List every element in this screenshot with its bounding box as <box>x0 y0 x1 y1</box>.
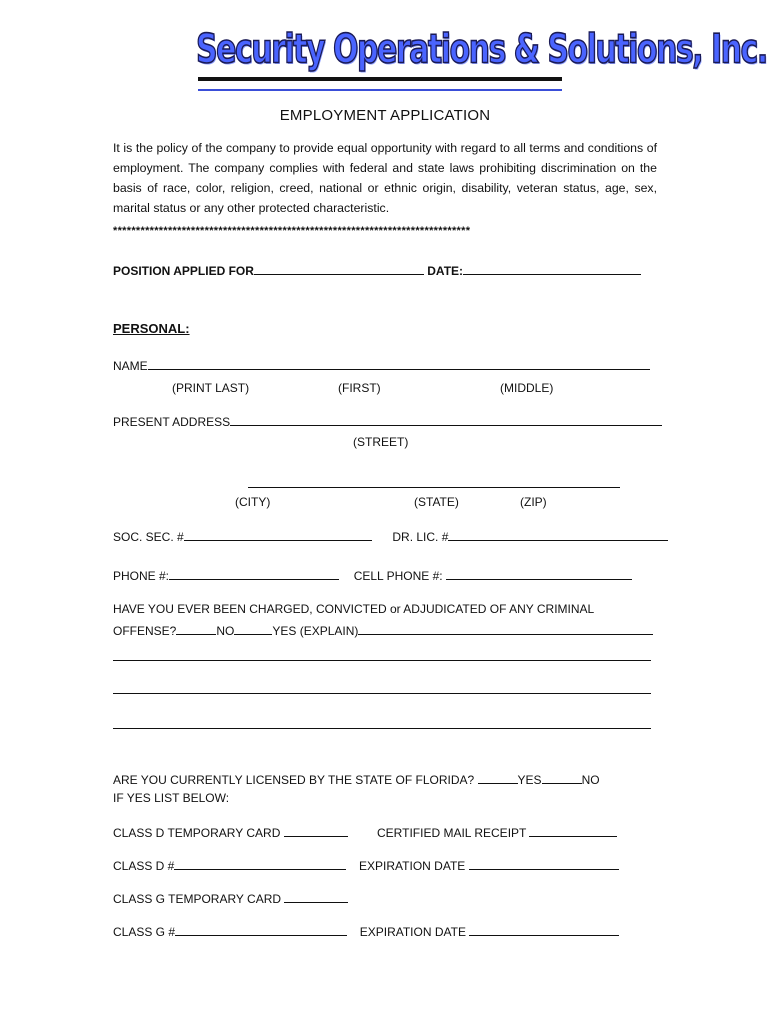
separator-line: ****************************************************************************** <box>113 225 471 237</box>
class-d-num-row <box>113 857 619 873</box>
caption-street: (STREET) <box>353 435 409 449</box>
class-g-temp-row <box>113 890 348 906</box>
date-label: DATE: <box>427 264 464 278</box>
license-no-field[interactable] <box>542 771 582 784</box>
license-no-label: NO <box>581 773 600 787</box>
logo-underline-blue <box>198 89 562 91</box>
drlic-label: DR. LIC. # <box>392 530 449 544</box>
caption-print-last: (PRINT LAST) <box>172 381 250 395</box>
ssn-row <box>113 528 668 544</box>
logo-underline-black <box>198 77 562 81</box>
license-yes-label: YES <box>517 773 542 787</box>
address-label: PRESENT ADDRESS <box>113 415 231 429</box>
position-label: POSITION APPLIED FOR <box>113 264 254 278</box>
address-city-field[interactable] <box>248 487 620 488</box>
class-d-temp-label: CLASS D TEMPORARY CARD <box>113 826 281 840</box>
certified-mail-label: CERTIFIED MAIL RECEIPT <box>377 826 527 840</box>
logo-text: Security Operations & Solutions, Inc. <box>196 26 767 74</box>
explain-field[interactable] <box>358 622 653 635</box>
caption-city: (CITY) <box>235 495 271 509</box>
position-field[interactable] <box>254 262 424 275</box>
expiration-label-2: EXPIRATION DATE <box>359 925 466 939</box>
offense-no-field[interactable] <box>176 622 216 635</box>
offense-no-label: NO <box>216 624 235 638</box>
ssn-label: SOC. SEC. # <box>113 530 184 544</box>
license-row <box>113 771 600 787</box>
name-field[interactable] <box>148 357 650 370</box>
caption-middle: (MIDDLE) <box>500 381 554 395</box>
class-g-temp-label: CLASS G TEMPORARY CARD <box>113 892 282 906</box>
offense-label: OFFENSE? <box>113 624 177 638</box>
address-row <box>113 413 662 429</box>
license-list-label: IF YES LIST BELOW: <box>113 791 230 805</box>
certified-mail-row <box>377 824 617 840</box>
phone-label: PHONE #: <box>113 569 170 583</box>
explain-line-3[interactable] <box>113 693 651 694</box>
expiration-field-1[interactable] <box>469 857 619 870</box>
cell-phone-label: CELL PHONE #: <box>353 569 443 583</box>
position-row <box>113 262 641 278</box>
expiration-label-1: EXPIRATION DATE <box>359 859 466 873</box>
explain-line-4[interactable] <box>113 728 651 729</box>
class-g-num-label: CLASS G # <box>113 925 176 939</box>
offense-row <box>113 622 653 638</box>
address-street-field[interactable] <box>230 413 662 426</box>
class-g-num-field[interactable] <box>175 923 347 936</box>
class-d-temp-row <box>113 824 348 840</box>
ssn-field[interactable] <box>184 528 372 541</box>
offense-yes-field[interactable] <box>234 622 272 635</box>
date-field[interactable] <box>463 262 641 275</box>
caption-state: (STATE) <box>414 495 459 509</box>
name-label: NAME <box>113 359 148 373</box>
policy-statement: It is the policy of the company to provide equal opportunity with regard to all terms and conditions of employment. The company complies with federal and state laws prohibiting discrimination on the basis of race, color, religion, creed, national or ethnic origin, disability, veteran status, age, sex, marital status or any other protected characteristic. <box>113 141 657 215</box>
certified-mail-field[interactable] <box>529 824 617 837</box>
phone-row <box>113 567 632 583</box>
personal-heading: PERSONAL: <box>113 321 190 336</box>
page-title: EMPLOYMENT APPLICATION <box>279 107 491 124</box>
class-g-num-row <box>113 923 619 939</box>
criminal-question: HAVE YOU EVER BEEN CHARGED, CONVICTED or ADJUDICATED OF ANY CRIMINAL <box>113 602 595 616</box>
drlic-field[interactable] <box>448 528 668 541</box>
license-question: ARE YOU CURRENTLY LICENSED BY THE STATE OF FLORIDA? <box>113 773 475 787</box>
class-d-num-label: CLASS D # <box>113 859 175 873</box>
expiration-field-2[interactable] <box>469 923 619 936</box>
offense-yes-label: YES (EXPLAIN) <box>272 624 359 638</box>
company-logo <box>196 26 767 96</box>
phone-field[interactable] <box>169 567 339 580</box>
license-yes-field[interactable] <box>478 771 518 784</box>
cell-phone-field[interactable] <box>446 567 632 580</box>
class-d-temp-field[interactable] <box>284 824 348 837</box>
caption-zip: (ZIP) <box>520 495 547 509</box>
name-row <box>113 357 650 373</box>
explain-line-2[interactable] <box>113 660 651 661</box>
caption-first: (FIRST) <box>338 381 381 395</box>
class-d-num-field[interactable] <box>174 857 346 870</box>
class-g-temp-field[interactable] <box>284 890 348 903</box>
